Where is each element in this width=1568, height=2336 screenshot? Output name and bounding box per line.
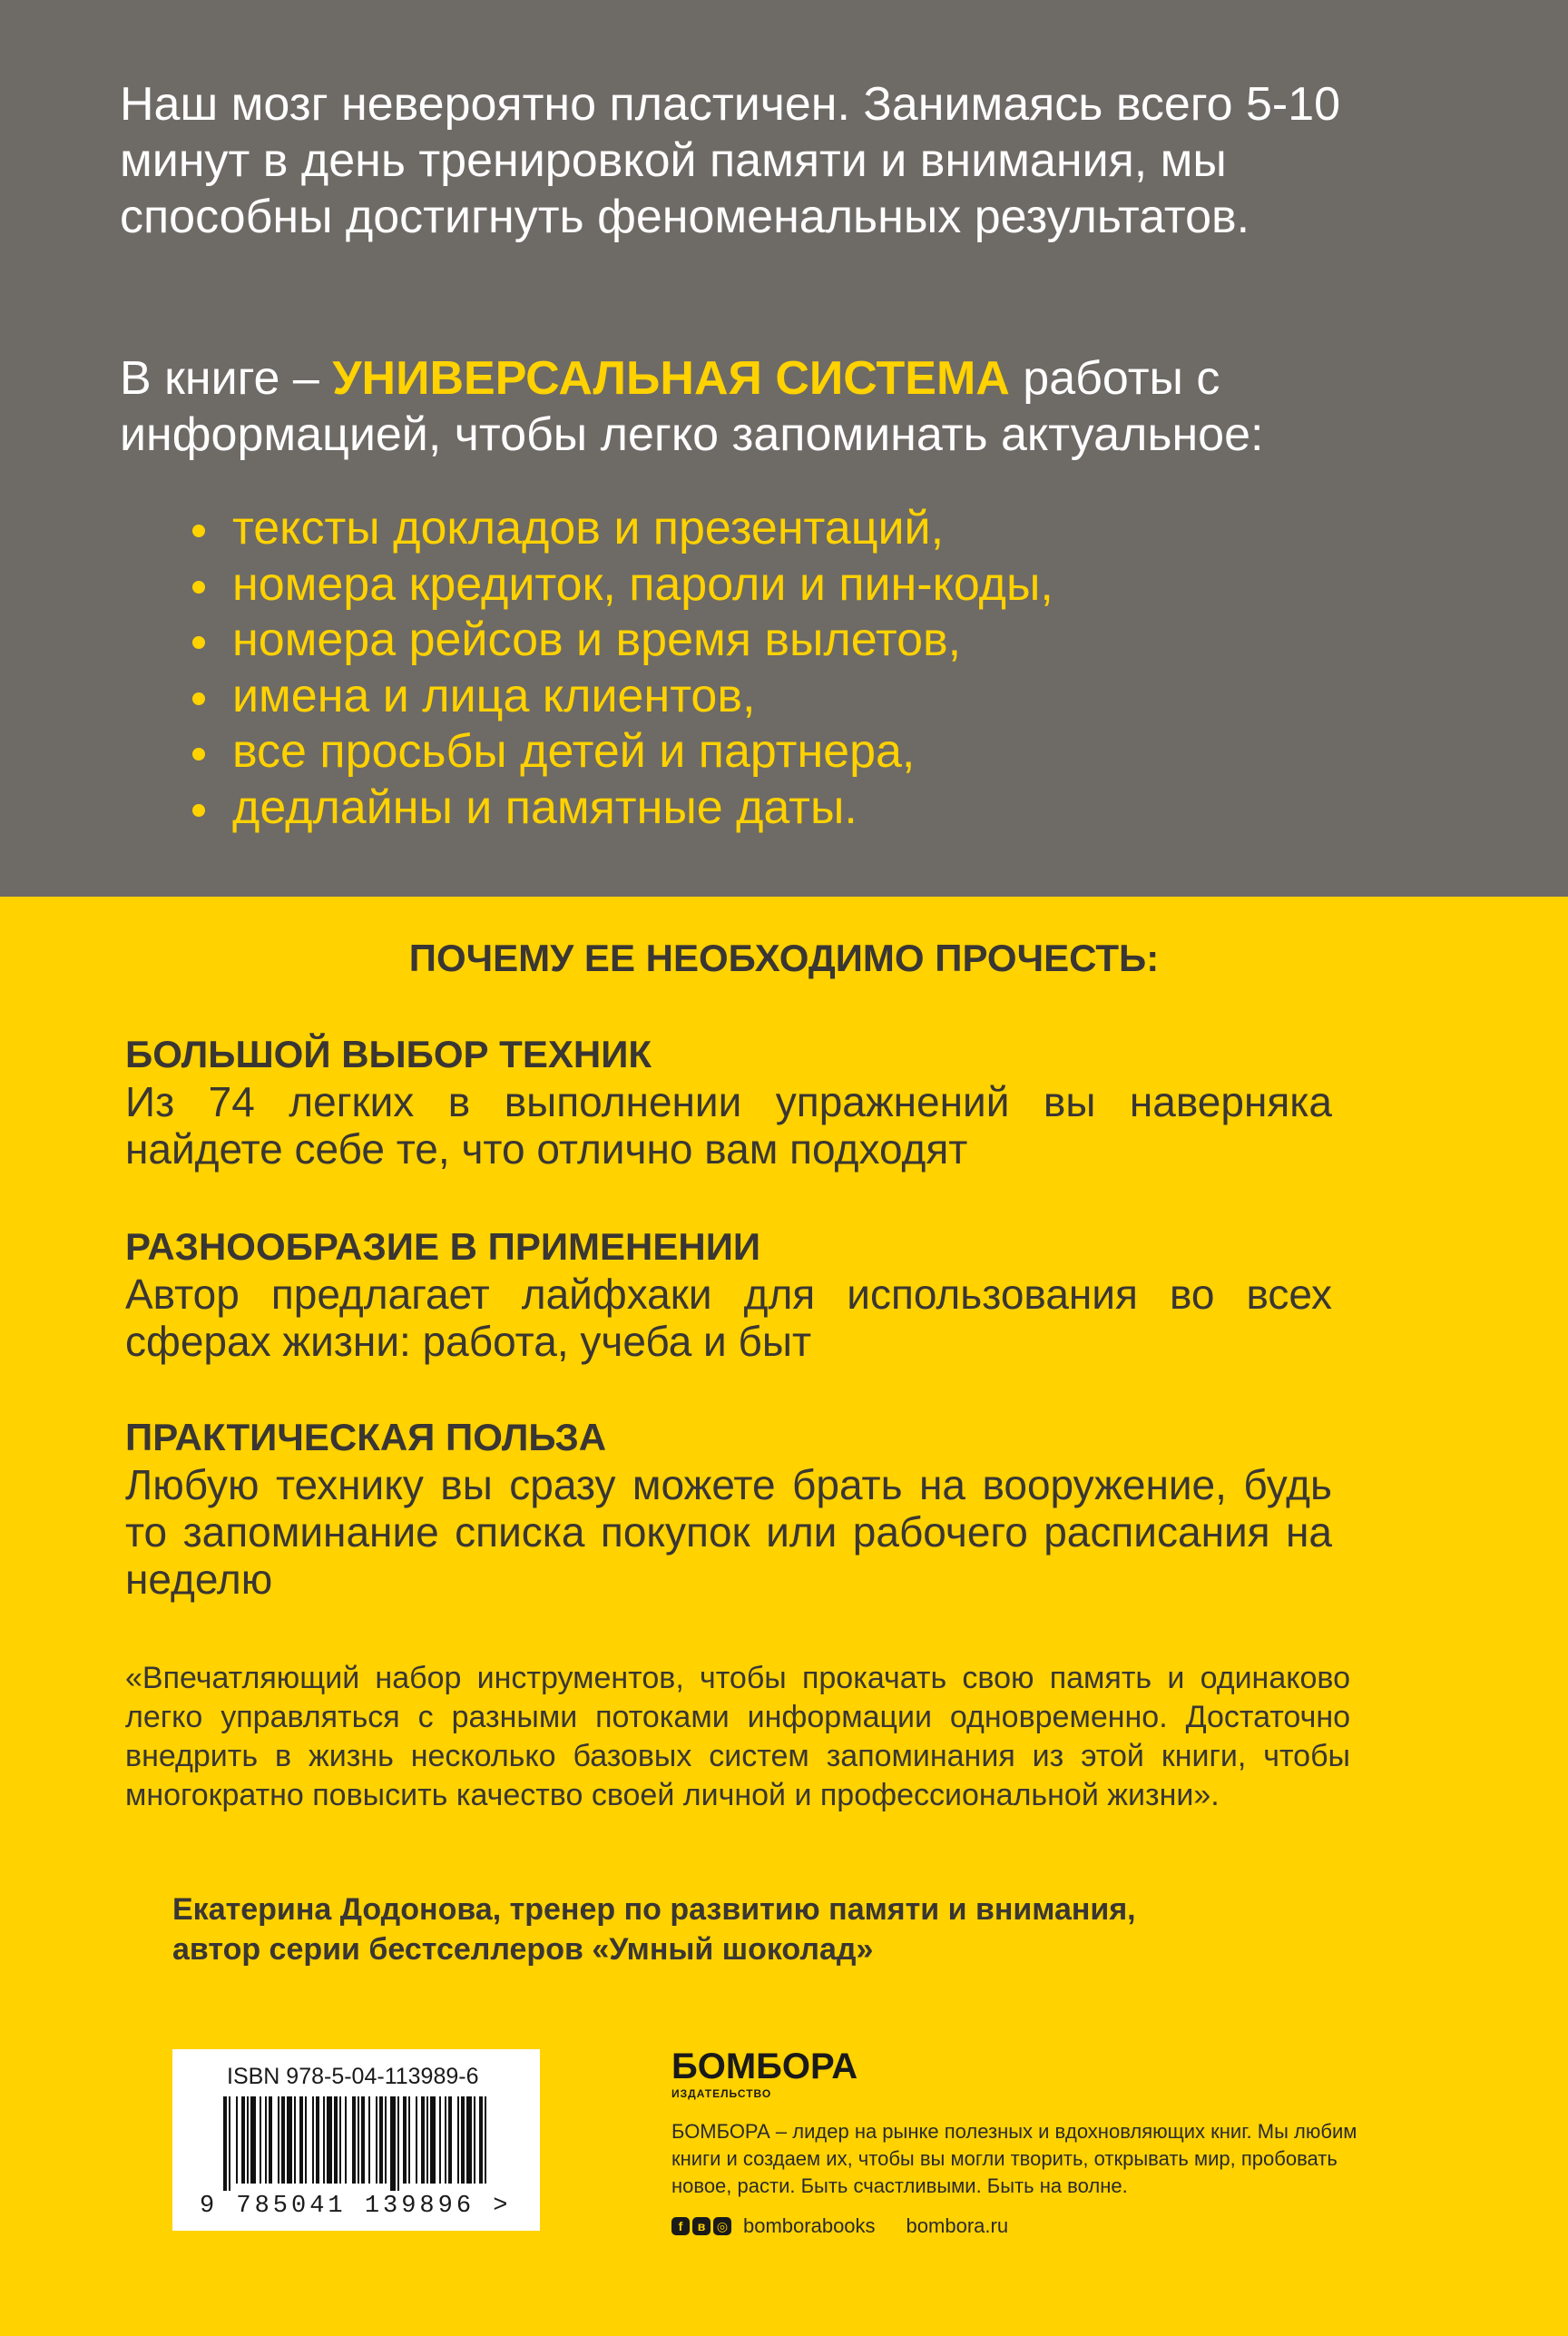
list-item: номера кредиток, пароли и пин-коды, [192,557,1054,613]
feature-title: ПРАКТИЧЕСКАЯ ПОЛЬЗА [125,1416,607,1458]
list-item: все просьбы детей и партнера, [192,724,1054,780]
feature-techniques [125,1031,1332,1173]
publisher-social [671,2214,1361,2238]
feature-text: Из 74 легких в выполнении упражнений вы наверняка найдете себе те, что отлично вам подходят [125,1078,1332,1173]
intro-text-after: работы с информацией, чтобы легко запоминать актуальное: [120,352,1264,461]
publisher-logo-sub: ИЗДАТЕЛЬСТВО [671,2087,772,2100]
facebook-icon[interactable]: f [671,2217,690,2235]
barcode-box [172,2049,540,2231]
publisher-block [671,2046,1361,2238]
feature-text: Любую технику вы сразу можете брать на вооружение, будь то запоминание списка покупок или рабочего расписания на неделю [125,1461,1332,1603]
feature-title: БОЛЬШОЙ ВЫБОР ТЕХНИК [125,1033,652,1075]
list-item: номера рейсов и время вылетов, [192,613,1054,669]
list-item: тексты докладов и презентаций, [192,501,1054,557]
isbn-label: ISBN 978-5-04-113989-6 [227,2064,479,2089]
feature-practical [125,1414,1332,1603]
benefit-list [192,501,1054,836]
list-item: имена и лица клиентов, [192,669,1054,725]
vk-icon[interactable]: в [692,2217,710,2235]
intro-text-before: В книге – [120,352,333,405]
highlight-system: УНИВЕРСАЛЬНАЯ СИСТЕМА [332,352,1010,405]
publisher-logo: БОМБОРА [671,2046,858,2086]
testimonial-quote: «Впечатляющий набор инструментов, чтобы прокачать свою память и одинаково легко управляться с разными потоками информации одновременно. Достаточно внедрить в жизнь несколько базовых систем запоминания из этой книги, чтобы многократно повысить качество своей личной и профессиональной жизни». [125,1661,1350,1812]
barcode-icon [223,2096,495,2191]
top-panel [0,0,1568,897]
social-handle[interactable]: bomborabooks [743,2214,876,2237]
feature-variety [125,1223,1332,1365]
why-heading: ПОЧЕМУ ЕЕ НЕОБХОДИМО ПРОЧЕСТЬ: [408,937,1160,979]
author-line-2: автор серии бестселлеров «Умный шоколад» [172,1932,874,1967]
feature-title: РАЗНООБРАЗИЕ В ПРИМЕНЕНИИ [125,1225,761,1268]
website-link[interactable]: bombora.ru [906,2214,1009,2237]
author-line-1: Екатерина Додонова, тренер по развитию памяти и внимания, [172,1892,1136,1927]
instagram-icon[interactable]: ◎ [713,2217,731,2235]
feature-text: Автор предлагает лайфхаки для использования во всех сферах жизни: работа, учеба и быт [125,1271,1332,1365]
publisher-description: БОМБОРА – лидер на рынке полезных и вдохновляющих книг. Мы любим книги и создаем их, чтобы вы могли творить, открывать мир, пробовать новое, расти. Быть счастливыми. Быть на волне. [671,2120,1357,2197]
barcode-digits: 9 785041 139896 > [200,2193,512,2220]
list-item: дедлайны и памятные даты. [192,780,1054,837]
intro-paragraph: Наш мозг невероятно пластичен. Занимаясь всего 5-10 минут в день тренировкой памяти и внимания, мы способны достигнуть феноменальных результатов. [120,78,1341,243]
intro-system-paragraph [120,350,1390,463]
quote-author [172,1889,1136,1969]
